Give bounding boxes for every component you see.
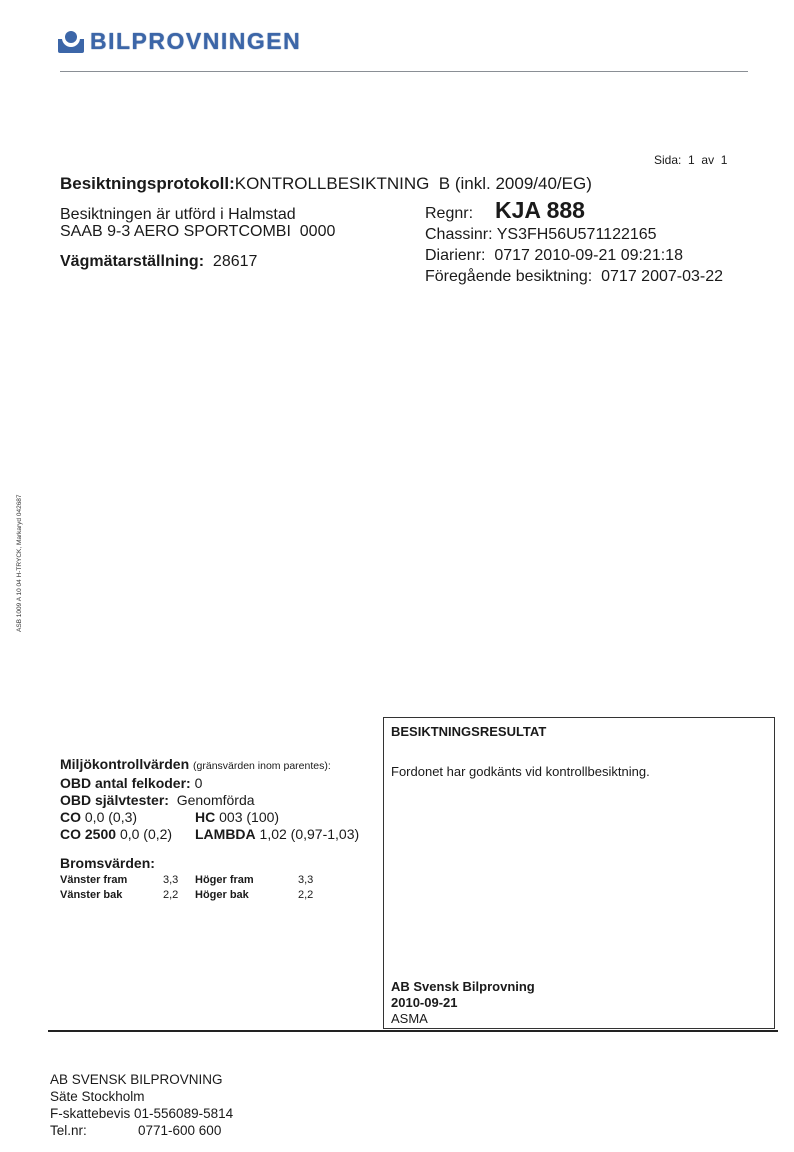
protocol-label: Besiktningsprotokoll: [60,174,235,193]
previous-inspection-row: Föregående besiktning: 0717 2007-03-22 [425,268,724,285]
vehicle-info [425,197,724,287]
result-signature: AB Svensk Bilprovning 2010-09-21 ASMA [391,979,535,1026]
logo-text: BILPROVNINGEN [90,28,302,54]
odometer-value: 28617 [212,253,258,270]
inspection-info [60,206,335,240]
diarienr-row: Diarienr: 0717 2010-09-21 09:21:18 [425,247,683,264]
chassinr-row: Chassinr: YS3FH56U571122165 [425,226,657,243]
footer: AB SVENSK BILPROVNING Säte Stockholm F-skattebevis 01-556089-5814 Tel.nr: 0771-600 600 [50,1072,234,1138]
regnr-value: KJA 888 [495,197,585,223]
odometer: Vägmätarställning: 28617 [60,253,258,270]
protocol-value: KONTROLLBESIKTNING B (inkl. 2009/40/EG) [234,174,592,193]
print-reference: ASB 1009 A 10 04 H-TRYCK, Markaryd 042687 [16,494,23,632]
page-indicator: Sida: 1 av 1 [654,153,728,167]
result-title: BESIKTNINGSRESULTAT [391,724,547,739]
vehicle-model: SAAB 9-3 AERO SPORTCOMBI 0000 [60,223,336,240]
regnr-row: Regnr: KJA 888 [425,197,585,223]
brake-values: Bromsvärden: Vänster fram 3,3 Höger fram 3,3 Vänster bak 2,2 Höger bak 2,2 [60,855,314,901]
environment-values: Miljökontrollvärden (gränsvärden inom parentes): OBD antal felkoder: 0 OBD självtester: Genomförda CO 0,0 (0,3) HC 003 (100) CO 2500 0,0 (0,2) LAMBDA 1,02 (0,97-1,03) [60,756,360,842]
inspection-result-box [383,717,775,1029]
protocol-title [60,174,592,194]
bilprovningen-logo-icon [58,31,84,53]
header-divider [60,71,748,72]
footer-divider [48,1030,778,1032]
bilprovningen-logo [58,28,301,55]
result-text: Fordonet har godkänts vid kontrollbesiktning. [391,764,650,779]
inspection-location: Besiktningen är utförd i Halmstad [60,206,296,223]
